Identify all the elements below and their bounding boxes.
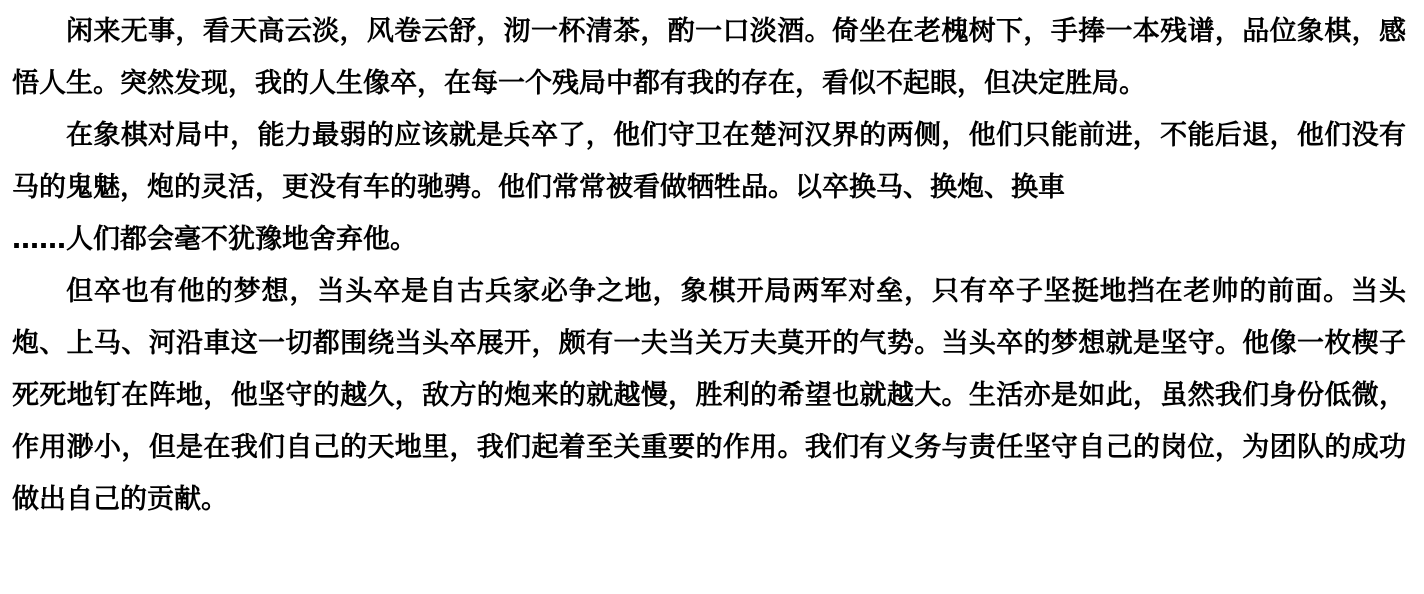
paragraph-1: 闲来无事，看天高云淡，风卷云舒，沏一杯清茶，酌一口淡酒。倚坐在老槐树下，手捧一本残谱，品位象棋，感悟人生。突然发现，我的人生像卒，在每一个残局中都有我的存在，看似不起眼，但决定胜局。: [12, 16, 1406, 99]
paragraph-4: 但卒也有他的梦想，当头卒是自古兵家必争之地，象棋开局两军对垒，只有卒子坚挺地挡在老帅的前面。当头炮、上马、河沿車这一切都围绕当头卒展开，颇有一夫当关万夫莫开的气势。当头卒的梦想就是坚守。他像一枚楔子死死地钉在阵地，他坚守的越久，敌方的炮来的就越慢，胜利的希望也就越大。生活亦是如此，虽然我们身份低微，作用渺小，但是在我们自己的天地里，我们起着至关重要的作用。我们有义务与责任坚守自己的岗位，为团队的成功做出自己的贡献。: [12, 276, 1406, 515]
paragraph-3: ……人们都会毫不犹豫地舍弃他。: [12, 224, 417, 255]
paragraph-2: 在象棋对局中，能力最弱的应该就是兵卒了，他们守卫在楚河汉界的两侧，他们只能前进，不能后退，他们没有马的鬼魅，炮的灵活，更没有车的驰骋。他们常常被看做牺牲品。以卒换马、换炮、换車: [12, 120, 1406, 203]
